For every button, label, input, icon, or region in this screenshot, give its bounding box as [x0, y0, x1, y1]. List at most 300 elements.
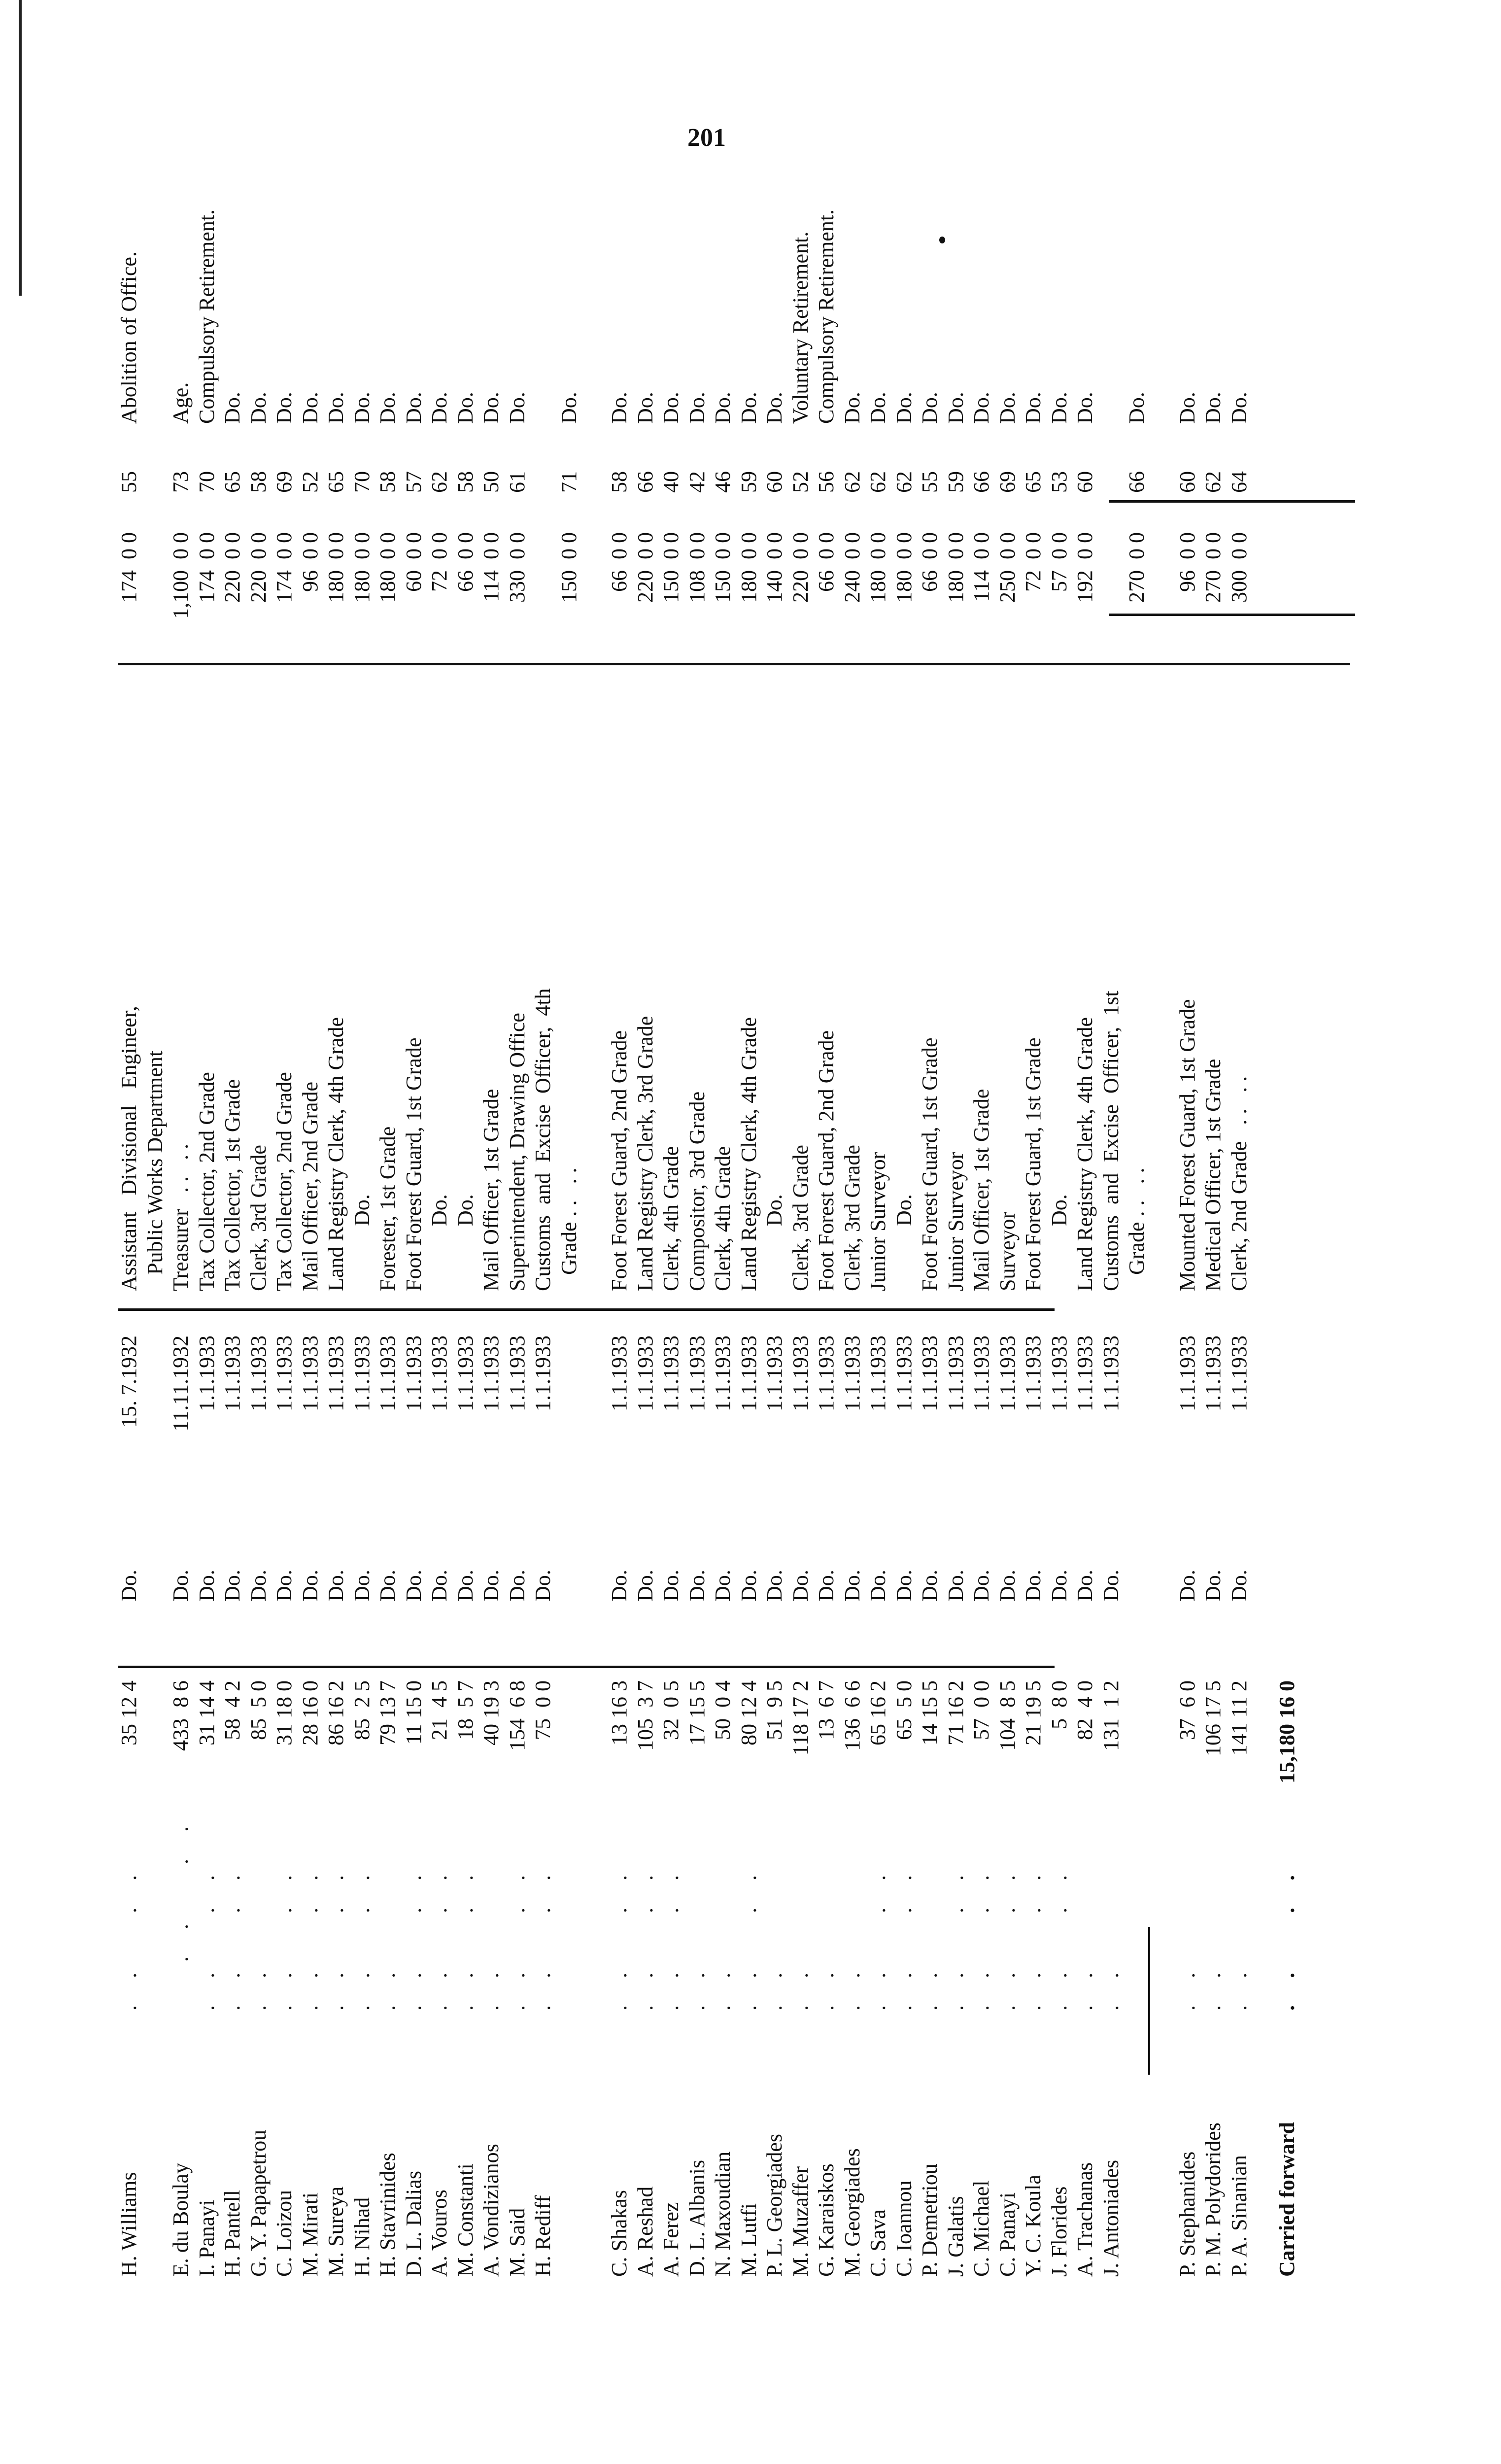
employee-name: G. Y. Papapetrou	[246, 2129, 271, 2277]
authority-ditto: Do.	[918, 1570, 942, 1602]
retirement-reason: Do.	[246, 392, 271, 424]
salary: 270 0 0	[1125, 532, 1149, 603]
retirement-date: 1.1.1933	[1047, 1335, 1071, 1411]
retirement-date: 1.1.1933	[349, 1335, 374, 1411]
salary: 180 0 0	[349, 532, 374, 603]
retirement-reason: Compulsory Retirement.	[814, 209, 838, 424]
post-title: Assistant Divisional Engineer,	[117, 1006, 141, 1291]
post-title: Clerk, 3rd Grade	[788, 1145, 813, 1291]
retirement-reason: Do.	[556, 392, 581, 424]
salary: 60 0 0	[401, 532, 426, 592]
retirement-reason: Do.	[762, 392, 786, 424]
leader-dots: . . . .	[736, 1864, 761, 2011]
age: 62	[427, 471, 451, 493]
retirement-date: 1.1.1933	[814, 1335, 838, 1411]
age: 50	[479, 471, 503, 493]
retirement-date: 1.1.1933	[995, 1335, 1020, 1411]
retirement-reason: Do.	[943, 392, 968, 424]
authority-ditto: Do.	[891, 1570, 916, 1602]
employee-name: P. Demetriou	[918, 2163, 942, 2277]
post-title: Clerk, 3rd Grade	[246, 1145, 271, 1291]
pension-amount: 11 15 0	[401, 1680, 426, 1745]
pension-amount: 37 6 0	[1175, 1680, 1199, 1740]
employee-name: H. Rediff	[531, 2195, 555, 2277]
employee-name: H. Pantell	[220, 2190, 244, 2277]
age: 55	[117, 471, 141, 493]
leader-dots: . .	[918, 1962, 942, 2011]
age: 62	[840, 471, 864, 493]
authority-ditto: Do.	[194, 1570, 219, 1602]
authority-ditto: Do.	[995, 1570, 1020, 1602]
retirement-reason: Do.	[1021, 392, 1045, 424]
post-title: Mail Officer, 1st Grade	[479, 1089, 503, 1291]
authority-ditto: Do.	[349, 1570, 374, 1602]
table-rule	[118, 1666, 1055, 1668]
retirement-date: 1.1.1933	[298, 1335, 322, 1411]
retirement-reason: Abolition of Office.	[117, 251, 141, 424]
retirement-date: 1.1.1933	[531, 1335, 555, 1411]
retirement-reason: Do.	[479, 392, 503, 424]
retirement-reason: Do.	[866, 392, 890, 424]
pension-amount: 105 3 7	[633, 1680, 657, 1751]
employee-name: J. Florides	[1047, 2186, 1071, 2277]
authority-ditto: Do.	[1021, 1570, 1045, 1602]
leader-dots: . . . .	[401, 1864, 426, 2011]
retirement-date: 1.1.1933	[1227, 1335, 1251, 1411]
retirement-date: 1.1.1933	[659, 1335, 683, 1411]
age: 60	[1073, 471, 1097, 493]
salary: 220 0 0	[633, 532, 657, 603]
authority-ditto: Do.	[736, 1570, 761, 1602]
age: 62	[866, 471, 890, 493]
retirement-date: 1.1.1933	[711, 1335, 735, 1411]
post-title: Land Registry Clerk, 3rd Grade	[633, 1016, 657, 1291]
salary: 150 0 0	[659, 532, 683, 603]
authority-ditto: Do.	[272, 1570, 296, 1602]
pension-amount: 71 16 2	[943, 1680, 968, 1745]
employee-name: P. L. Georgiades	[762, 2133, 786, 2277]
leader-dots: . . . .	[505, 1864, 529, 2011]
salary: 180 0 0	[866, 532, 890, 603]
post-title: Do.	[427, 1194, 451, 1291]
age: 52	[298, 471, 322, 493]
leader-dots: . .	[1175, 1962, 1199, 2011]
post-title: Tax Collector, 2nd Grade	[194, 1072, 219, 1291]
salary: 174 0 0	[117, 532, 141, 603]
leader-dots: . .	[1227, 1962, 1251, 2011]
post-title: Land Registry Clerk, 4th Grade	[1073, 1017, 1097, 1291]
salary: 66 0 0	[814, 532, 838, 592]
retirement-reason: Do.	[659, 392, 683, 424]
leader-dots: . . . .	[272, 1864, 296, 2011]
retirement-reason: Do.	[1047, 392, 1071, 424]
authority-ditto: Do.	[659, 1570, 683, 1602]
pension-amount: 50 0 4	[711, 1680, 735, 1740]
pension-amount: 75 0 0	[531, 1680, 555, 1740]
salary: 240 0 0	[840, 532, 864, 603]
pension-amount: 13 6 7	[814, 1680, 838, 1740]
leader-dots: . .	[246, 1962, 271, 2011]
retirement-date: 1.1.1933	[736, 1335, 761, 1411]
age: 66	[1125, 471, 1149, 493]
salary: 114 0 0	[479, 532, 503, 602]
pension-amount: 85 2 5	[349, 1680, 374, 1740]
age: 58	[607, 471, 631, 493]
authority-ditto: Do.	[375, 1570, 400, 1602]
retirement-reason: Do.	[995, 392, 1020, 424]
retirement-date: 1.1.1933	[788, 1335, 813, 1411]
table-rule	[1148, 1927, 1150, 2075]
retirement-date: 1.1.1933	[427, 1335, 451, 1411]
post-title: Clerk, 4th Grade	[711, 1146, 735, 1291]
retirement-reason: Do.	[298, 392, 322, 424]
leader-dots: . .	[1073, 1962, 1097, 2011]
retirement-reason: Do.	[272, 392, 296, 424]
leader-dots: . .	[375, 1962, 400, 2011]
age: 65	[220, 471, 244, 493]
age: 60	[1175, 471, 1199, 493]
retirement-reason: Do.	[607, 392, 631, 424]
salary: 57 0 0	[1047, 532, 1071, 592]
age: 66	[633, 471, 657, 493]
leader-dots: . . . .	[607, 1864, 631, 2011]
post-title: Grade . . . .	[556, 1167, 581, 1291]
age: 55	[918, 471, 942, 493]
post-title: Tax Collector, 1st Grade	[220, 1079, 244, 1291]
age: 65	[1021, 471, 1045, 493]
carried-forward-amount: 15,180 16 0	[1275, 1680, 1299, 1783]
age: 65	[324, 471, 348, 493]
pension-amount: 57 0 0	[969, 1680, 993, 1740]
post-title: Forester, 1st Grade	[375, 1126, 400, 1291]
post-title: Mail Officer, 1st Grade	[969, 1089, 993, 1291]
post-title: Public Works Department	[142, 1050, 167, 1291]
retirement-date: 1.1.1933	[891, 1335, 916, 1411]
pension-amount: 79 13 7	[375, 1680, 400, 1745]
pension-amount: 31 18 0	[272, 1680, 296, 1745]
age: 61	[505, 471, 529, 493]
authority-ditto: Do.	[117, 1570, 141, 1602]
retirement-reason: Do.	[1227, 392, 1251, 424]
retirement-date: 1.1.1933	[969, 1335, 993, 1411]
pension-amount: 85 5 0	[246, 1680, 271, 1740]
employee-name: J. Galatis	[943, 2196, 968, 2277]
pension-amount: 40 19 3	[479, 1680, 503, 1745]
employee-name: Y. C. Koula	[1021, 2175, 1045, 2277]
authority-ditto: Do.	[531, 1570, 555, 1602]
leader-dots: . .	[479, 1962, 503, 2011]
retirement-reason: Do.	[505, 392, 529, 424]
leader-dots: . . . .	[324, 1864, 348, 2011]
post-title: Customs and Excise Officer, 1st	[1098, 991, 1123, 1291]
authority-ditto: Do.	[840, 1570, 864, 1602]
pension-amount: 28 16 0	[298, 1680, 322, 1745]
authority-ditto: Do.	[1073, 1570, 1097, 1602]
pension-amount: 14 15 5	[918, 1680, 942, 1745]
retirement-date: 1.1.1933	[401, 1335, 426, 1411]
authority-ditto: Do.	[401, 1570, 426, 1602]
authority-ditto: Do.	[684, 1570, 709, 1602]
post-title: Clerk, 3rd Grade	[840, 1145, 864, 1291]
age: 52	[788, 471, 813, 493]
post-title: Surveyor	[995, 1211, 1020, 1291]
leader-dots: . .	[788, 1962, 813, 2011]
retirement-reason: Do.	[349, 392, 374, 424]
leader-dots: . .	[762, 1962, 786, 2011]
employee-name: P. A. Sinanian	[1227, 2155, 1251, 2277]
authority-ditto: Do.	[427, 1570, 451, 1602]
authority-ditto: Do.	[453, 1570, 478, 1602]
salary: 140 0 0	[762, 532, 786, 603]
retirement-date: 1.1.1933	[1201, 1335, 1225, 1411]
leader-dots: . . . .	[1047, 1864, 1071, 2011]
salary: 174 0 0	[194, 532, 219, 603]
carried-forward-row	[1275, 1680, 1385, 2287]
authority-ditto: Do.	[1227, 1570, 1251, 1602]
pension-amount: 21 19 5	[1021, 1680, 1045, 1745]
post-title: Junior Surveyor	[943, 1152, 968, 1291]
retirement-reason: Do.	[633, 392, 657, 424]
salary: 66 0 0	[607, 532, 631, 592]
pension-amount: 154 6 8	[505, 1680, 529, 1751]
retirement-reason: Do.	[891, 392, 916, 424]
retirement-date: 1.1.1933	[633, 1335, 657, 1411]
post-title: Grade . . . .	[1125, 1167, 1149, 1291]
salary: 220 0 0	[220, 532, 244, 603]
authority-ditto: Do.	[1047, 1570, 1071, 1602]
employee-name: M. Said	[505, 2208, 529, 2277]
salary: 250 0 0	[995, 532, 1020, 603]
age: 64	[1227, 471, 1251, 493]
post-title: Do.	[349, 1194, 374, 1291]
authority-ditto: Do.	[1098, 1570, 1123, 1602]
leader-dots: . . . .	[117, 1864, 141, 2011]
pension-amount: 106 17 5	[1201, 1680, 1225, 1756]
employee-name: M. Sureya	[324, 2186, 348, 2277]
age: 53	[1047, 471, 1071, 493]
pension-amount: 433 8 6	[169, 1680, 193, 1751]
salary: 192 0 0	[1073, 532, 1097, 603]
authority-ditto: Do.	[969, 1570, 993, 1602]
age: 66	[969, 471, 993, 493]
age: 62	[891, 471, 916, 493]
post-title: Do.	[1047, 1194, 1071, 1291]
post-title: Clerk, 4th Grade	[659, 1146, 683, 1291]
pension-amount: 31 14 4	[194, 1680, 219, 1745]
leader-dots: . .	[1201, 1962, 1225, 2011]
salary: 96 0 0	[1175, 532, 1199, 592]
leader-dots: . . . .	[891, 1864, 916, 2011]
authority-ditto: Do.	[762, 1570, 786, 1602]
age: 71	[556, 471, 581, 493]
retirement-reason: Do.	[220, 392, 244, 424]
retirement-date: 1.1.1933	[272, 1335, 296, 1411]
post-title: Compositor, 3rd Grade	[684, 1091, 709, 1291]
leader-dots: . .	[814, 1962, 838, 2011]
pension-amount: 65 16 2	[866, 1680, 890, 1745]
employee-name: M. Georgiades	[840, 2148, 864, 2277]
pension-amount: 104 8 5	[995, 1680, 1020, 1751]
employee-name: A. Ferez	[659, 2202, 683, 2277]
salary: 180 0 0	[736, 532, 761, 603]
age: 57	[401, 471, 426, 493]
pension-amount: 118 17 2	[788, 1680, 813, 1756]
salary: 96 0 0	[298, 532, 322, 592]
retirement-reason: Do.	[453, 392, 478, 424]
age: 73	[169, 471, 193, 493]
retirement-date: 1.1.1933	[918, 1335, 942, 1411]
age: 62	[1201, 471, 1225, 493]
employee-name: P. Stephanides	[1175, 2151, 1199, 2277]
leader-dots: . . . .	[995, 1864, 1020, 2011]
age: 58	[453, 471, 478, 493]
retirement-reason: Do.	[840, 392, 864, 424]
age: 59	[943, 471, 968, 493]
salary: 220 0 0	[246, 532, 271, 603]
leader-dots: . . . .	[943, 1864, 968, 2011]
authority-ditto: Do.	[298, 1570, 322, 1602]
page-number: 201	[687, 124, 726, 152]
retirement-date: 1.1.1933	[866, 1335, 890, 1411]
post-title: Medical Officer, 1st Grade	[1201, 1059, 1225, 1291]
retirement-reason: Do.	[1073, 392, 1097, 424]
salary: 180 0 0	[375, 532, 400, 603]
post-title: Land Registry Clerk, 4th Grade	[736, 1017, 761, 1291]
employee-name: M. Mirati	[298, 2192, 322, 2277]
retirement-date: 1.1.1933	[246, 1335, 271, 1411]
age: 42	[684, 471, 709, 493]
margin-rule	[19, 0, 22, 296]
post-title: Foot Forest Guard, 1st Grade	[1021, 1037, 1045, 1291]
employee-name: A. Vondizianos	[479, 2144, 503, 2277]
leader-dots: . .	[1098, 1962, 1123, 2011]
employee-name: H. Stavrinides	[375, 2153, 400, 2277]
retirement-date: 1.1.1933	[1073, 1335, 1097, 1411]
pension-amount: 32 0 5	[659, 1680, 683, 1740]
post-title: Foot Forest Guard, 2nd Grade	[814, 1030, 838, 1291]
employee-name: M. Lutfi	[736, 2203, 761, 2277]
table-rule	[118, 1308, 1055, 1311]
pension-amount: 17 15 5	[684, 1680, 709, 1745]
post-title: Foot Forest Guard, 1st Grade	[401, 1037, 426, 1291]
ink-dot	[939, 237, 945, 243]
retirement-reason: Do.	[375, 392, 400, 424]
employee-name: A. Reshad	[633, 2186, 657, 2277]
pension-amount: 80 12 4	[736, 1680, 761, 1745]
employee-name: C. Shakas	[607, 2190, 631, 2277]
employee-name: C. Sava	[866, 2209, 890, 2277]
authority-ditto: Do.	[324, 1570, 348, 1602]
retirement-date: 15. 7.1932	[117, 1335, 141, 1428]
leader-dots: . . . .	[349, 1864, 374, 2011]
leader-dots: . . . .	[1021, 1864, 1045, 2011]
post-title: Treasurer . . . .	[169, 1144, 193, 1291]
authority-ditto: Do.	[246, 1570, 271, 1602]
authority-ditto: Do.	[633, 1570, 657, 1602]
employee-name: J. Antoniades	[1098, 2159, 1123, 2277]
salary: 180 0 0	[891, 532, 916, 603]
employee-name: H. Nihad	[349, 2197, 374, 2277]
pension-amount: 35 12 4	[117, 1680, 141, 1745]
retirement-reason: Voluntary Retirement.	[788, 231, 813, 424]
leader-dots: . . . .	[866, 1864, 890, 2011]
retirement-reason: Do.	[1125, 392, 1149, 424]
salary: 330 0 0	[505, 532, 529, 603]
leader-dots: . . . .	[194, 1864, 219, 2011]
retirement-table	[84, 209, 1390, 2287]
pension-amount: 65 5 0	[891, 1680, 916, 1740]
post-title: Junior Surveyor	[866, 1152, 890, 1291]
age: 40	[659, 471, 683, 493]
salary: 220 0 0	[788, 532, 813, 603]
leader-dots: . . . .	[298, 1864, 322, 2011]
age: 46	[711, 471, 735, 493]
employee-name: C. Michael	[969, 2180, 993, 2277]
leader-dots: . . . .	[1275, 1864, 1299, 2011]
retirement-reason: Do.	[711, 392, 735, 424]
pension-amount: 141 11 2	[1227, 1680, 1251, 1756]
authority-ditto: Do.	[220, 1570, 244, 1602]
retirement-reason: Do.	[969, 392, 993, 424]
employee-name: D. L. Albanis	[684, 2159, 709, 2277]
post-title: Foot Forest Guard, 2nd Grade	[607, 1030, 631, 1291]
salary: 270 0 0	[1201, 532, 1225, 603]
employee-name: P. M. Polydorides	[1201, 2122, 1225, 2277]
employee-name: M. Constanti	[453, 2163, 478, 2277]
retirement-reason: Do.	[427, 392, 451, 424]
post-title: Mail Officer, 2nd Grade	[298, 1081, 322, 1291]
pension-amount: 58 4 2	[220, 1680, 244, 1740]
age: 58	[246, 471, 271, 493]
authority-ditto: Do.	[169, 1570, 193, 1602]
employee-name: C. Loizou	[272, 2190, 296, 2277]
post-title: Tax Collector, 2nd Grade	[272, 1072, 296, 1291]
retirement-date: 1.1.1933	[684, 1335, 709, 1411]
retirement-date: 1.1.1933	[453, 1335, 478, 1411]
pension-amount: 21 4 5	[427, 1680, 451, 1740]
salary: 180 0 0	[943, 532, 968, 603]
post-title: Land Registry Clerk, 4th Grade	[324, 1017, 348, 1291]
retirement-date: 1.1.1933	[762, 1335, 786, 1411]
age: 69	[995, 471, 1020, 493]
post-title: Superintendent, Drawing Office	[505, 1013, 529, 1291]
table-rule	[1109, 500, 1355, 503]
employee-name: D. L. Dalias	[401, 2170, 426, 2277]
retirement-date: 1.1.1933	[479, 1335, 503, 1411]
salary: 300 0 0	[1227, 532, 1251, 603]
pension-amount: 131 1 2	[1098, 1680, 1123, 1751]
retirement-date: 1.1.1933	[324, 1335, 348, 1411]
age: 56	[814, 471, 838, 493]
salary: 66 0 0	[918, 532, 942, 592]
authority-ditto: Do.	[1175, 1570, 1199, 1602]
carried-forward-label: Carried forward	[1275, 2122, 1299, 2277]
retirement-reason: Compulsory Retirement.	[194, 209, 219, 424]
pension-amount: 18 5 7	[453, 1680, 478, 1740]
retirement-date: 1.1.1933	[505, 1335, 529, 1411]
salary: 114 0 0	[969, 532, 993, 602]
salary: 150 0 0	[556, 532, 581, 603]
leader-dots: . . . .	[453, 1864, 478, 2011]
post-title: Do.	[762, 1194, 786, 1291]
leader-dots: . .	[711, 1962, 735, 2011]
employee-name: E. du Boulay	[169, 2163, 193, 2277]
salary: 66 0 0	[453, 532, 478, 592]
leader-dots: . . . .	[659, 1864, 683, 2011]
leader-dots: . . . .	[633, 1864, 657, 2011]
post-title: Foot Forest Guard, 1st Grade	[918, 1037, 942, 1291]
employee-name: M. Muzaffer	[788, 2166, 813, 2277]
